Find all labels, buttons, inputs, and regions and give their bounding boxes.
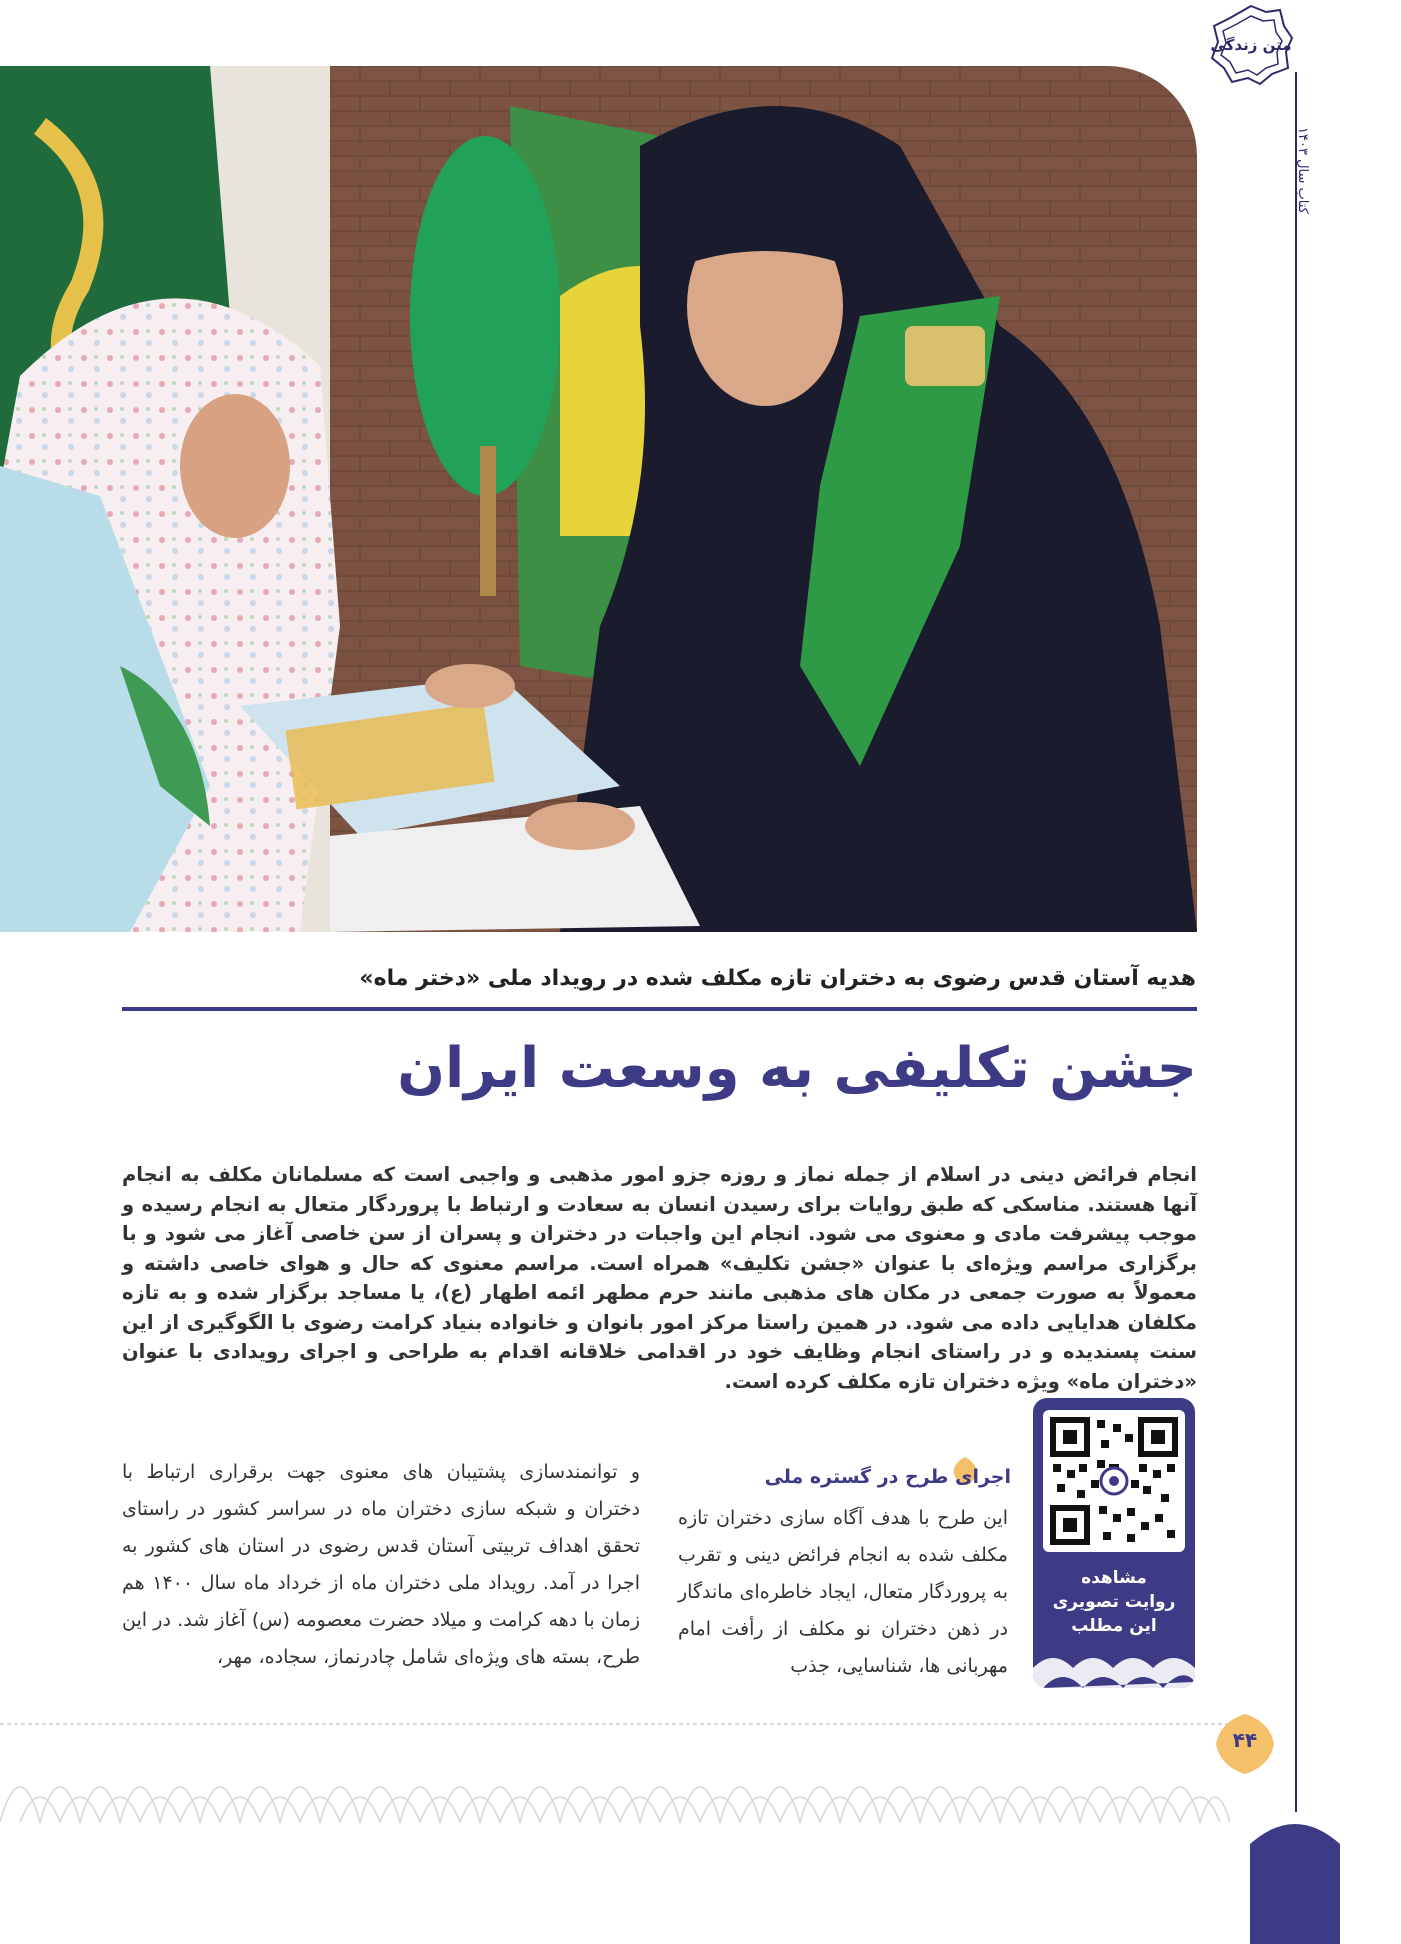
footer-decorative-pattern: [0, 1722, 1230, 1826]
qr-caption-line1: مشاهده: [1081, 1568, 1147, 1588]
qr-caption: [1033, 1566, 1195, 1638]
qr-card-ornament: [1033, 1638, 1195, 1688]
intro-paragraph: انجام فرائض دینی در اسلام از جمله نماز و روزه جزو امور مذهبی و واجبی است که مسلمانان مکلف به انجام آنها هستند. مناسکی که طبق روایات برای رسیدن انسان به سعادت و ارتباط با پروردگار متعال به انجام رسیده و موجب پیشرفت مادی و معنوی می شود. انجام این واجبات در دختران و پسران از سن خاصی آغاز می شود و با برگزاری مراسم ویژه‌ای با عنوان «جشن تکلیف» همراه است. مراسم معنوی که حال و هوای خاصی داشته و معمولاً به صورت جمعی در مکان های مذهبی مانند حرم مطهر ائمه اطهار (ع)، یا مساجد برگزار شده و به تازه مکلفان هدایایی داده می شود. در همین راستا مرکز امور بانوان و خانواده بنیاد کرامت رضوی با الگوگیری از این سنت پسندیده و در راستای انجام وظایف خود در اقدامی خلاقانه اقدام به طراحی و اجرای رویدادی با عنوان «دختران ماه» ویژه دختران تازه مکلف کرده است.: [122, 1163, 1197, 1393]
caption-divider: [122, 1007, 1197, 1011]
article-headline: جشن تکلیفی به وسعت ایران: [397, 1036, 1197, 1101]
book-year-label: کتاب سال ۱۴۰۳: [1295, 126, 1310, 214]
qr-code[interactable]: [1043, 1410, 1185, 1552]
margin-line: [1295, 72, 1297, 1812]
qr-caption-line3: این مطلب: [1071, 1616, 1157, 1636]
logo-text: متن زندگی: [1210, 36, 1292, 54]
page-number: ۴۴: [1232, 1728, 1258, 1752]
magazine-logo-icon: [1208, 4, 1294, 86]
qr-caption-line2: روایت تصویری: [1052, 1592, 1176, 1612]
column-middle-text: این طرح با هدف آگاه سازی دختران تازه مکلف شده به انجام فرائض دینی و تقرب به پروردگار متعال، ایجاد خاطره‌ای ماندگار در ذهن دختران نو مکلف از رأفت امام مهربانی ها، شناسایی، جذب: [678, 1507, 1008, 1677]
main-photo: [0, 66, 1197, 932]
column-left-text: و توانمندسازی پشتیبان های معنوی جهت برقراری ارتباط با دختران و شبکه سازی دختران ماه در سراسر کشور در راستای تحقق اهداف تربیتی آستان قدس رضوی در استان های کشور به اجرا در آمد. رویداد ملی دختران ماه از خرداد ماه سال ۱۴۰۰ هم زمان با دهه کرامت و میلاد حضرت معصومه (س) آغاز شد. در این طرح، بسته های ویژه‌ای شامل چادرنماز، سجاده، مهر،: [122, 1461, 640, 1668]
photo-caption: هدیه آستان قدس رضوی به دختران تازه مکلف شده در رویداد ملی «دختر ماه»: [359, 966, 1196, 991]
section-title: اجرای طرح در گستره ملی: [764, 1466, 1011, 1488]
qr-card[interactable]: [1033, 1398, 1195, 1688]
qr-code-icon: [1043, 1410, 1185, 1552]
photo-illustration: [0, 66, 1197, 932]
bottom-tab-shape: [1250, 1804, 1340, 1944]
